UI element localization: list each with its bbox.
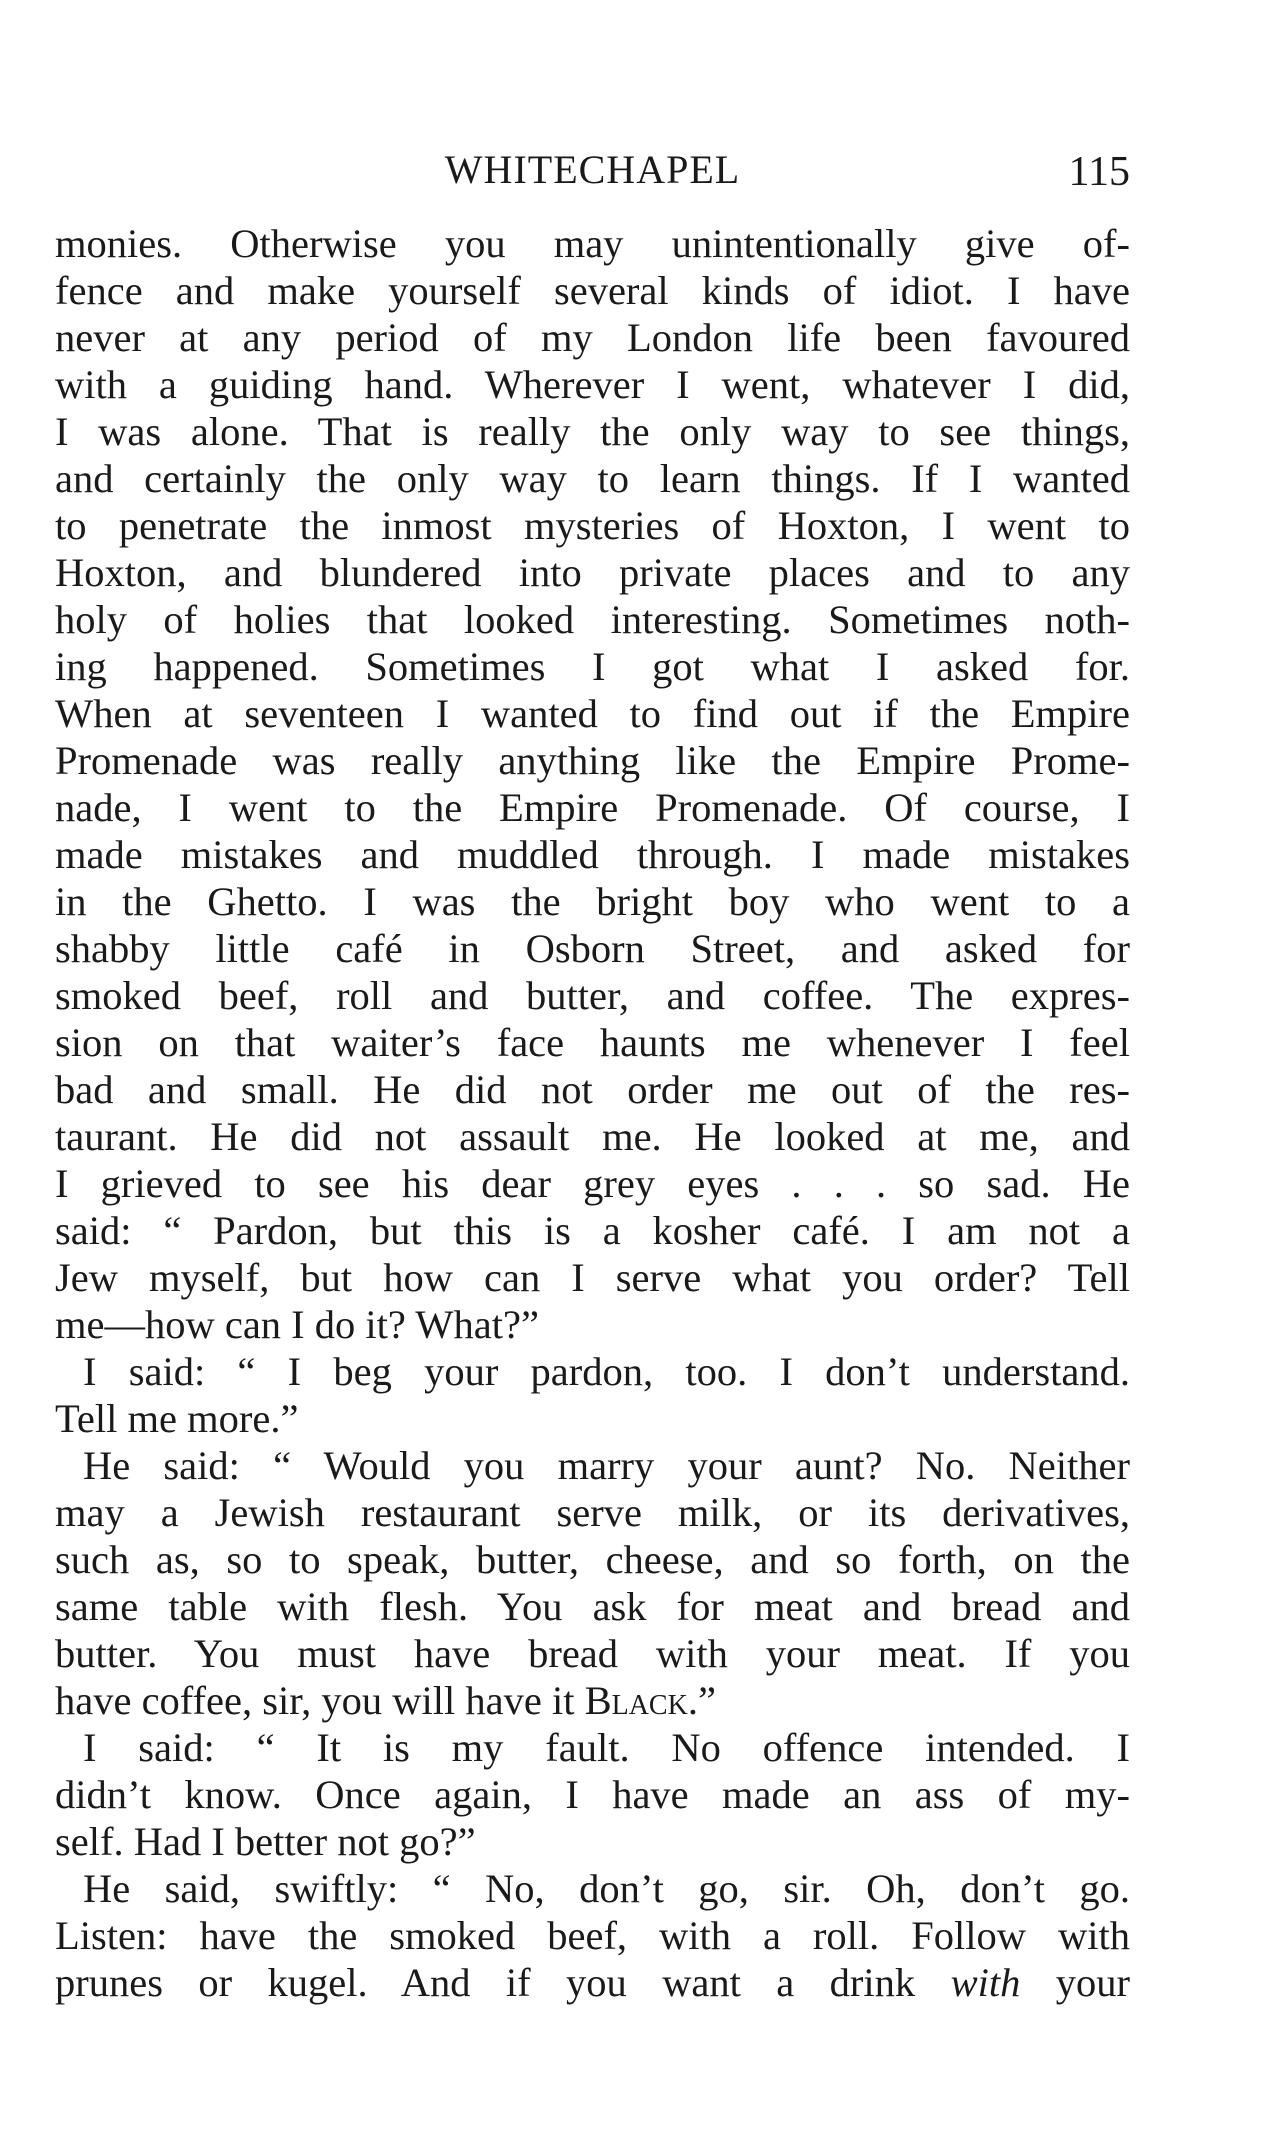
small-caps-word: Black <box>584 1678 688 1723</box>
text-line: shabby little café in Osborn Street, and asked for <box>55 926 1130 971</box>
text-run: prunes or kugel. And if you want a drink <box>55 1960 951 2005</box>
text-line: Jew myself, but how can I serve what you order? Tell <box>55 1255 1130 1300</box>
text-line: He said, swiftly: “ No, don’t go, sir. Oh, don’t go. <box>83 1866 1130 1911</box>
text-line: butter. You must have bread with your meat. If you <box>55 1631 1130 1676</box>
text-line: ing happened. Sometimes I got what I asked for. <box>55 644 1130 689</box>
text-line: nade, I went to the Empire Promenade. Of course, I <box>55 785 1130 830</box>
running-head <box>55 145 1130 205</box>
page-number: 115 <box>1068 149 1130 195</box>
text-line <box>55 1959 1130 2006</box>
text-line: Tell me more.” <box>55 1396 299 1441</box>
text-line: He said: “ Would you marry your aunt? No. Neither <box>83 1443 1130 1488</box>
running-title: WHITECHAPEL <box>444 147 741 192</box>
text-run: your <box>1020 1960 1130 2005</box>
text-line: fence and make yourself several kinds of idiot. I have <box>55 268 1130 313</box>
text-line: I said: “ It is my fault. No offence intended. I <box>83 1725 1130 1770</box>
text-line: and certainly the only way to learn things. If I wanted <box>55 456 1130 501</box>
text-line: in the Ghetto. I was the bright boy who went to a <box>55 879 1130 924</box>
text-line: may a Jewish restaurant serve milk, or its derivatives, <box>55 1490 1130 1535</box>
text-line: monies. Otherwise you may unintentionally give of- <box>55 221 1130 266</box>
italic-word: with <box>950 1960 1021 2005</box>
text-line: same table with flesh. You ask for meat and bread and <box>55 1584 1130 1629</box>
text-line: Listen: have the smoked beef, with a roll. Follow with <box>55 1913 1130 1958</box>
text-line: Hoxton, and blundered into private places and to any <box>55 550 1130 595</box>
text-line: self. Had I better not go?” <box>55 1819 476 1864</box>
text-line: Promenade was really anything like the Empire Prome- <box>55 738 1130 783</box>
body-text <box>55 220 1130 2006</box>
text-line: sion on that waiter’s face haunts me whenever I feel <box>55 1020 1130 1065</box>
text-line: taurant. He did not assault me. He looked at me, and <box>55 1114 1130 1159</box>
text-run: have coffee, sir, you will have it <box>55 1678 585 1723</box>
text-line: such as, so to speak, butter, cheese, and so forth, on the <box>55 1537 1130 1582</box>
text-line: to penetrate the inmost mysteries of Hoxton, I went to <box>55 503 1130 548</box>
text-line <box>55 1677 1130 1724</box>
text-run: .” <box>687 1678 716 1723</box>
text-line: never at any period of my London life been favoured <box>55 315 1130 360</box>
text-line: holy of holies that looked interesting. Sometimes noth- <box>55 597 1130 642</box>
text-line: I was alone. That is really the only way to see things, <box>55 409 1130 454</box>
text-line: didn’t know. Once again, I have made an ass of my- <box>55 1772 1130 1817</box>
text-line: I grieved to see his dear grey eyes . . . so sad. He <box>55 1161 1130 1206</box>
text-line: with a guiding hand. Wherever I went, whatever I did, <box>55 362 1130 407</box>
text-line: smoked beef, roll and butter, and coffee. The expres- <box>55 973 1130 1018</box>
text-line: I said: “ I beg your pardon, too. I don’t understand. <box>83 1349 1130 1394</box>
text-line: When at seventeen I wanted to find out if the Empire <box>55 691 1130 736</box>
text-line: said: “ Pardon, but this is a kosher café. I am not a <box>55 1208 1130 1253</box>
text-line: me—how can I do it? What?” <box>55 1302 539 1347</box>
text-line: bad and small. He did not order me out of the res- <box>55 1067 1130 1112</box>
text-line: made mistakes and muddled through. I made mistakes <box>55 832 1130 877</box>
